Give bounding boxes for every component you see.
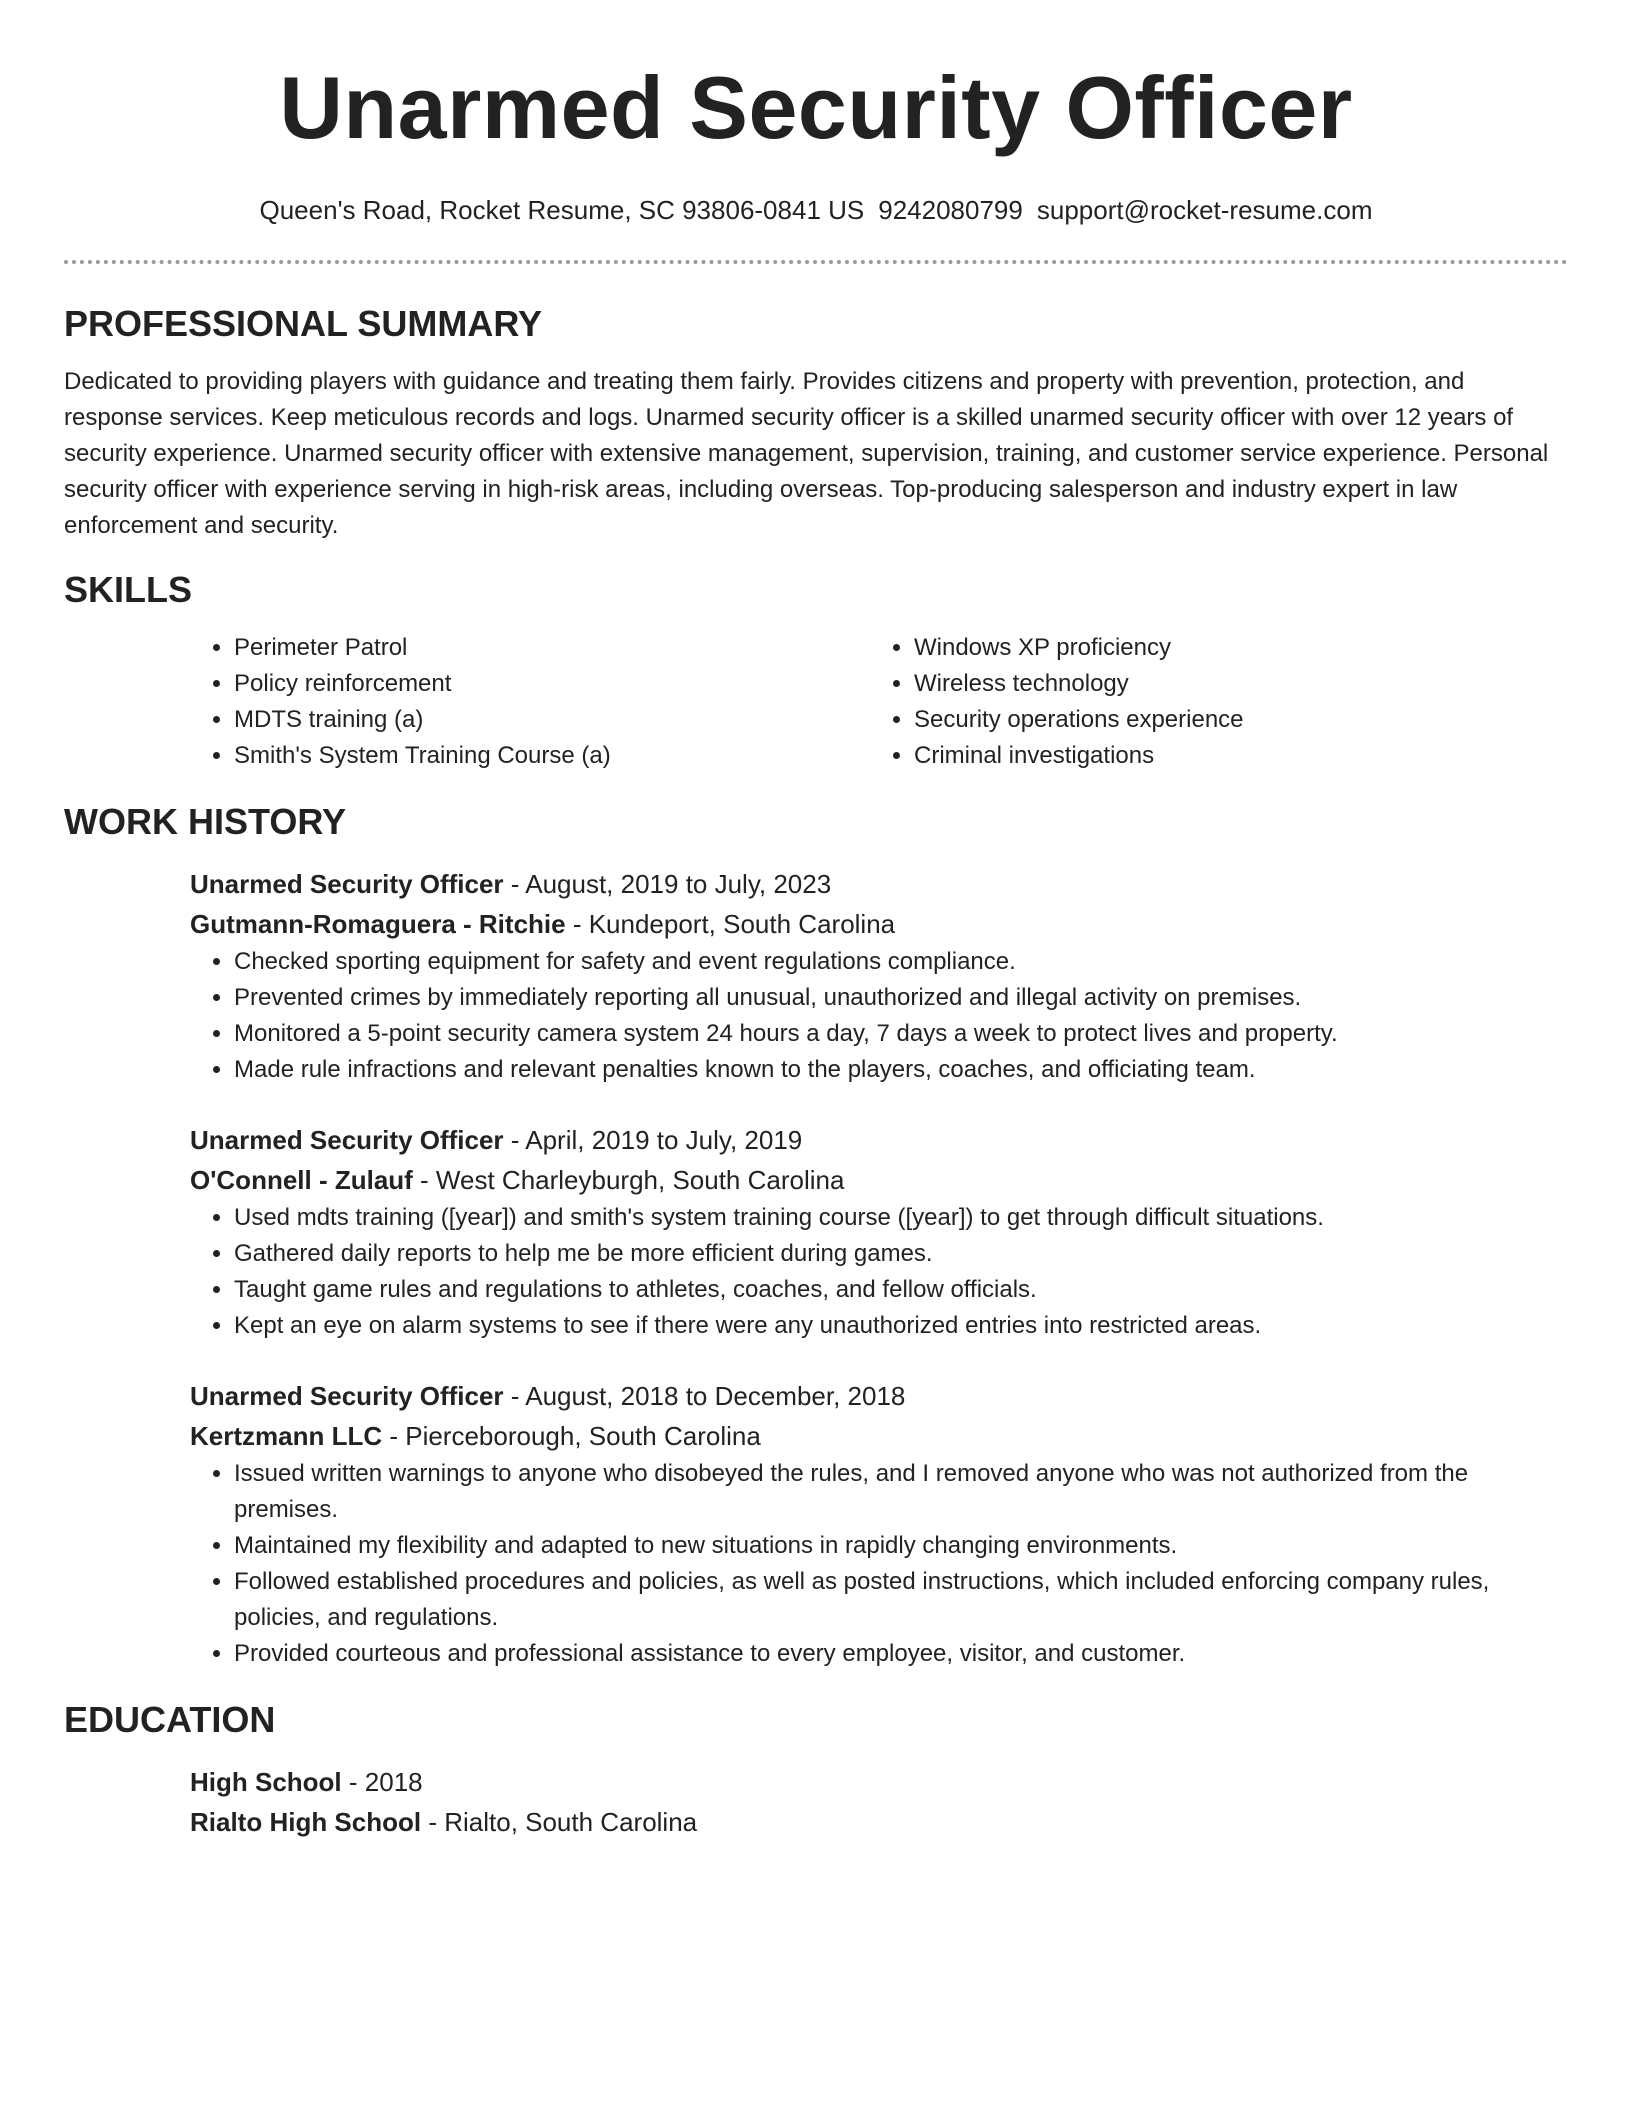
section-title-work: WORK HISTORY [64, 801, 347, 842]
section-title-skills: SKILLS [64, 569, 193, 610]
job-title-line [190, 864, 1568, 904]
job-entry [190, 864, 1568, 1088]
contact-line [64, 194, 1568, 226]
job-company-line [190, 904, 1568, 944]
job-title-line [190, 1376, 1568, 1416]
skill-item: • Perimeter Patrol [234, 630, 870, 666]
job-location: - Kundeport, South Carolina [565, 909, 896, 939]
job-bullet: • Used mdts training ([year]) and smith's system training course ([year]) to get through difficult situations. [234, 1200, 1568, 1236]
resume-name: Unarmed Security Officer [279, 58, 1353, 157]
contact-email: support@rocket-resume.com [1036, 195, 1373, 225]
job-title-line [190, 1120, 1568, 1160]
skills-list [190, 630, 1568, 774]
education-location: - Rialto, South Carolina [421, 1807, 698, 1837]
education-entry [190, 1762, 1568, 1842]
job-bullets [190, 1200, 1568, 1344]
job-bullet: • Gathered daily reports to help me be more efficient during games. [234, 1236, 1568, 1272]
summary-text: Dedicated to providing players with guidance and treating them fairly. Provides citizens and property with prevention, protection, and response services. Keep meticulous records and logs. Unarmed security officer is a skilled unarmed security officer with over 12 years of security experience. Unarmed security officer with extensive management, supervision, training, and customer service experience. Personal security officer with experience serving in high-risk areas, including overseas. Top-producing salesperson and industry expert in law enforcement and security. [64, 368, 1549, 539]
job-bullets [190, 944, 1568, 1088]
job-bullet: • Made rule infractions and relevant penalties known to the players, coaches, and officiating team. [234, 1052, 1568, 1088]
job-dates: - August, 2018 to December, 2018 [503, 1381, 906, 1411]
job-bullet: • Monitored a 5-point security camera system 24 hours a day, 7 days a week to protect lives and property. [234, 1016, 1568, 1052]
job-bullet: • Kept an eye on alarm systems to see if there were any unauthorized entries into restricted areas. [234, 1308, 1568, 1344]
education-school-line [190, 1802, 1568, 1842]
job-bullet: • Checked sporting equipment for safety and event regulations compliance. [234, 944, 1568, 980]
job-bullet: • Followed established procedures and policies, as well as posted instructions, which included enforcing company rules, policies, and regulations. [234, 1564, 1568, 1636]
section-title-education: EDUCATION [64, 1699, 276, 1740]
job-company-line [190, 1416, 1568, 1456]
education-degree-line [190, 1762, 1568, 1802]
education-degree: High School [190, 1767, 342, 1797]
job-bullet: • Issued written warnings to anyone who disobeyed the rules, and I removed anyone who was not authorized from the premises. [234, 1456, 1568, 1528]
skill-item: • MDTS training (a) [234, 702, 870, 738]
job-location: - Pierceborough, South Carolina [382, 1421, 761, 1451]
job-bullet: • Taught game rules and regulations to athletes, coaches, and fellow officials. [234, 1272, 1568, 1308]
skill-item: • Policy reinforcement [234, 666, 870, 702]
job-title: Unarmed Security Officer [190, 1125, 504, 1155]
job-dates: - April, 2019 to July, 2019 [503, 1125, 803, 1155]
job-dates: - August, 2019 to July, 2023 [503, 869, 832, 899]
job-entry [190, 1376, 1568, 1672]
skill-item: • Criminal investigations [914, 738, 1550, 774]
job-title: Unarmed Security Officer [190, 869, 504, 899]
skills-column-left [190, 630, 870, 774]
job-bullet: • Prevented crimes by immediately reporting all unusual, unauthorized and illegal activity on premises. [234, 980, 1568, 1016]
job-company: Gutmann-Romaguera - Ritchie [190, 909, 566, 939]
job-entry [190, 1120, 1568, 1344]
job-company: Kertzmann LLC [190, 1421, 383, 1451]
education-year: - 2018 [341, 1767, 423, 1797]
job-title: Unarmed Security Officer [190, 1381, 504, 1411]
skill-item: • Wireless technology [914, 666, 1550, 702]
skills-column-right [870, 630, 1550, 774]
job-bullet: • Provided courteous and professional assistance to every employee, visitor, and customer. [234, 1636, 1568, 1672]
job-location: - West Charleyburgh, South Carolina [412, 1165, 845, 1195]
skill-item: • Security operations experience [914, 702, 1550, 738]
header-divider [64, 260, 1568, 264]
job-bullet: • Maintained my flexibility and adapted to new situations in rapidly changing environments. [234, 1528, 1568, 1564]
job-bullets [190, 1456, 1568, 1672]
job-company-line [190, 1160, 1568, 1200]
section-title-summary: PROFESSIONAL SUMMARY [64, 303, 543, 344]
contact-address: Queen's Road, Rocket Resume, SC 93806-0841 US [259, 195, 865, 225]
job-company: O'Connell - Zulauf [190, 1165, 413, 1195]
contact-phone: 9242080799 [878, 195, 1023, 225]
skill-item: • Windows XP proficiency [914, 630, 1550, 666]
education-school: Rialto High School [190, 1807, 422, 1837]
skill-item: • Smith's System Training Course (a) [234, 738, 870, 774]
